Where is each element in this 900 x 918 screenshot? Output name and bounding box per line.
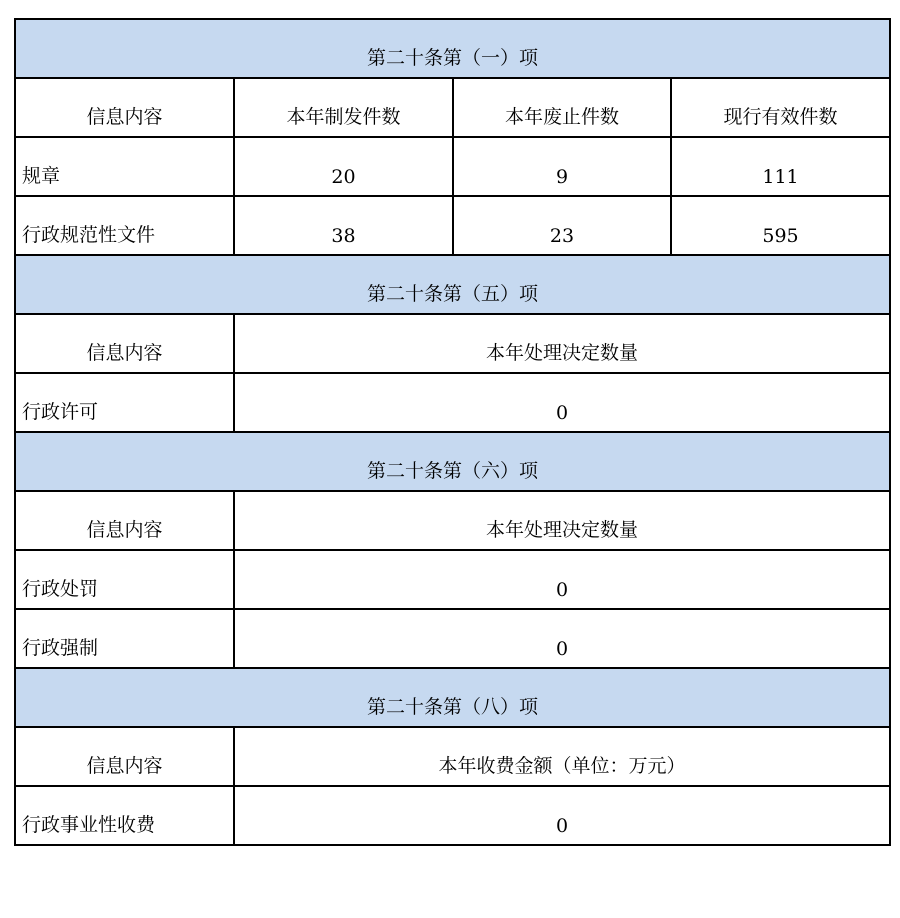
table-row xyxy=(15,609,890,668)
column-header-row xyxy=(15,78,890,137)
section-header-row xyxy=(15,255,890,314)
section-title: 第二十条第（八）项 xyxy=(15,668,890,727)
disclosure-table-sheet xyxy=(14,18,889,846)
cell-value: 595 xyxy=(671,196,890,255)
row-label: 行政强制 xyxy=(15,609,234,668)
column-header-info-content: 信息内容 xyxy=(15,78,234,137)
section-title: 第二十条第（六）项 xyxy=(15,432,890,491)
cell-value: 0 xyxy=(234,373,890,432)
section-title: 第二十条第（一）项 xyxy=(15,19,890,78)
column-header-row xyxy=(15,491,890,550)
government-info-disclosure-table xyxy=(14,18,891,846)
column-header-decision-count: 本年处理决定数量 xyxy=(234,491,890,550)
section-header-row xyxy=(15,19,890,78)
column-header-row xyxy=(15,727,890,786)
column-header-valid-count: 现行有效件数 xyxy=(671,78,890,137)
table-row xyxy=(15,196,890,255)
section-header-row xyxy=(15,668,890,727)
cell-value: 0 xyxy=(234,786,890,845)
cell-value: 111 xyxy=(671,137,890,196)
column-header-info-content: 信息内容 xyxy=(15,314,234,373)
table-row xyxy=(15,373,890,432)
cell-value: 0 xyxy=(234,550,890,609)
row-label: 规章 xyxy=(15,137,234,196)
table-row xyxy=(15,550,890,609)
table-row xyxy=(15,137,890,196)
row-label: 行政规范性文件 xyxy=(15,196,234,255)
column-header-fee-amount: 本年收费金额（单位：万元） xyxy=(234,727,890,786)
column-header-abolished-count: 本年废止件数 xyxy=(453,78,671,137)
row-label: 行政事业性收费 xyxy=(15,786,234,845)
cell-value: 0 xyxy=(234,609,890,668)
column-header-info-content: 信息内容 xyxy=(15,491,234,550)
column-header-issued-count: 本年制发件数 xyxy=(234,78,453,137)
section-title: 第二十条第（五）项 xyxy=(15,255,890,314)
row-label: 行政许可 xyxy=(15,373,234,432)
table-row xyxy=(15,786,890,845)
cell-value: 38 xyxy=(234,196,453,255)
cell-value: 23 xyxy=(453,196,671,255)
column-header-info-content: 信息内容 xyxy=(15,727,234,786)
cell-value: 9 xyxy=(453,137,671,196)
cell-value: 20 xyxy=(234,137,453,196)
row-label: 行政处罚 xyxy=(15,550,234,609)
column-header-row xyxy=(15,314,890,373)
section-header-row xyxy=(15,432,890,491)
column-header-decision-count: 本年处理决定数量 xyxy=(234,314,890,373)
